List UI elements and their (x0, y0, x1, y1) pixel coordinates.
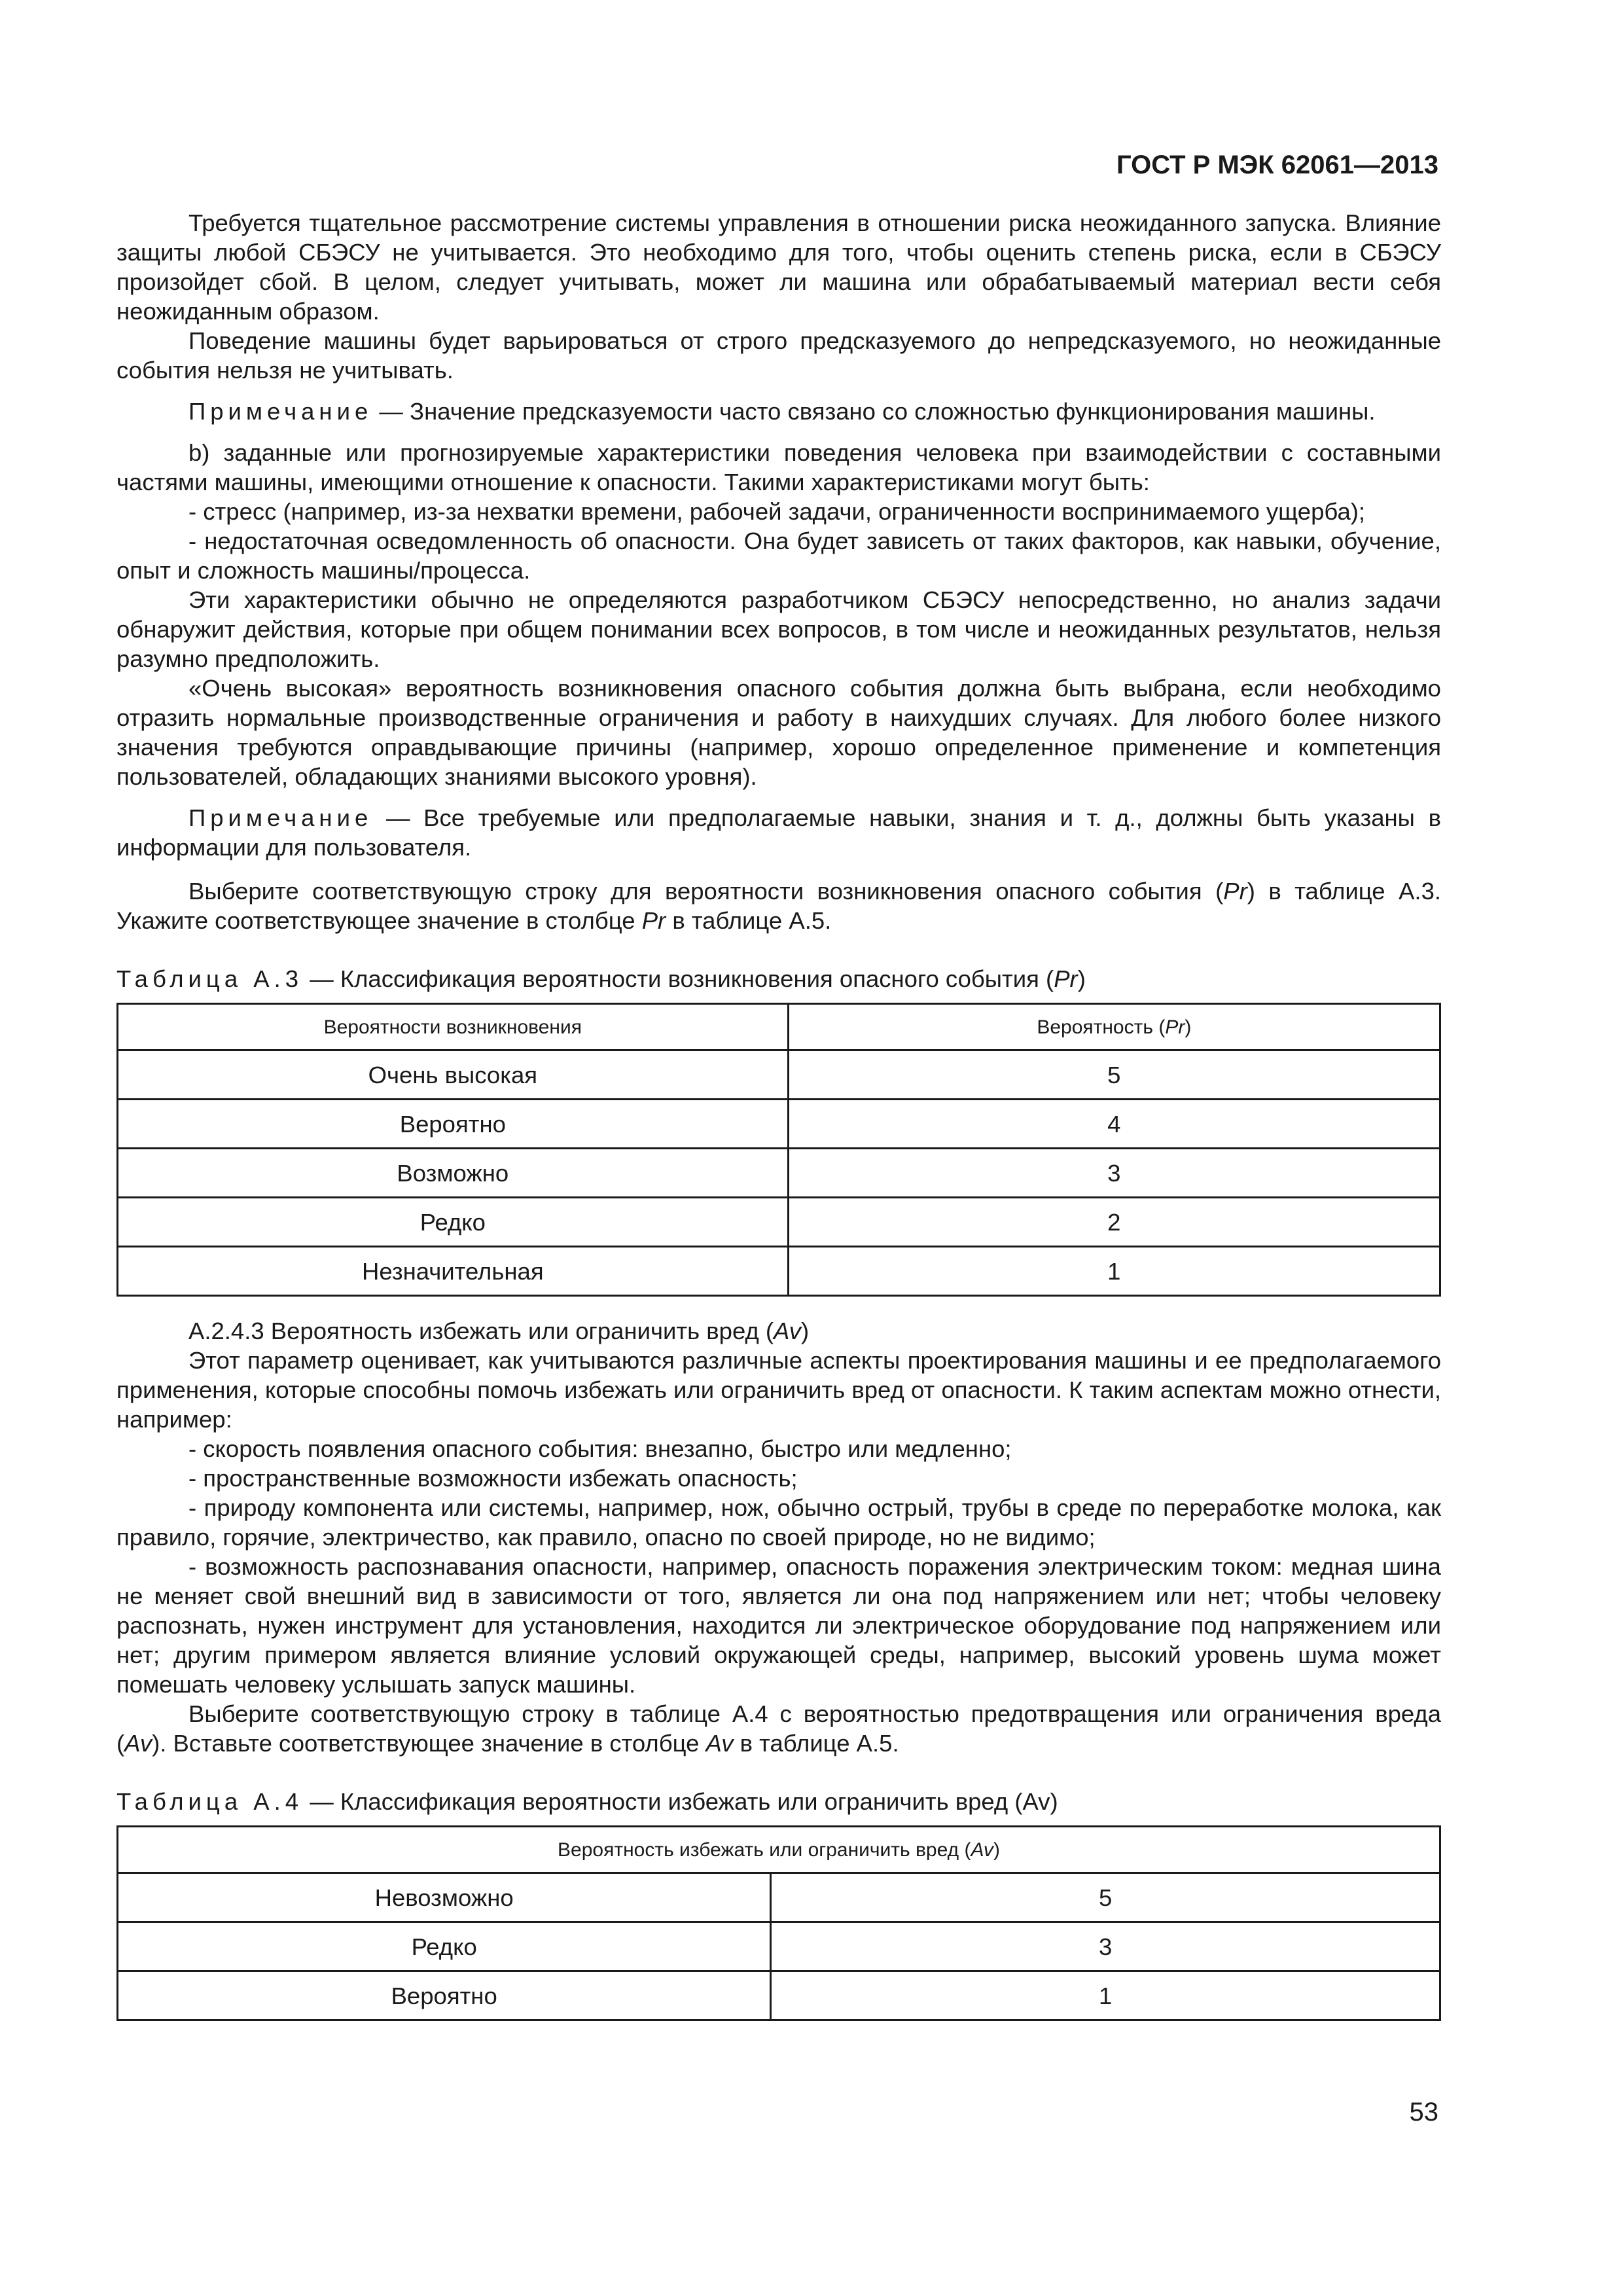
header-text: Вероятность ( (1037, 1016, 1166, 1038)
standard-header: ГОСТ Р МЭК 62061—2013 (1116, 151, 1438, 179)
table-row (118, 1873, 1440, 1922)
table-a4 (116, 1825, 1441, 2021)
table-a3-caption (116, 964, 1441, 994)
table-row (118, 1247, 1440, 1296)
text-run: Выберите соответствующую строку в таблице А.4 с вероятностью предотвращения или ограничения вреда ( (116, 1700, 1441, 1757)
table-row (118, 1149, 1440, 1198)
table-header-row (118, 1004, 1440, 1050)
caption-label: Таблица А.3 (116, 965, 304, 992)
note-skills (116, 803, 1441, 862)
list-item-speed: - скорость появления опасного события: внезапно, быстро или медленно; (188, 1435, 1012, 1462)
page-body (116, 208, 1441, 2021)
table-a4-caption (116, 1787, 1441, 1816)
caption-text: ) (1077, 965, 1086, 992)
row-value: 5 (788, 1050, 1440, 1100)
note-label: Примечание (188, 804, 373, 831)
row-value: 4 (788, 1100, 1440, 1149)
table-row (118, 1922, 1440, 1971)
row-label: Возможно (118, 1149, 789, 1198)
header-text: ) (993, 1839, 1000, 1861)
list-item-spatial: - пространственные возможности избежать опасность; (188, 1465, 798, 1492)
variable-pr: Pr (1223, 878, 1247, 905)
row-label: Редко (118, 1922, 771, 1971)
text-run: в таблице А.5. (666, 907, 832, 934)
row-label: Вероятно (118, 1100, 789, 1149)
row-label: Вероятно (118, 1971, 771, 2020)
variable-pr: Pr (1165, 1016, 1185, 1038)
text-run: Выберите соответствующую строку для вероятности возникновения опасного события ( (188, 878, 1224, 905)
paragraph-select-av (116, 1699, 1441, 1758)
text-run: ) (800, 1318, 810, 1344)
table-a3 (116, 1003, 1441, 1297)
text-run: А.2.4.3 Вероятность избежать или ограничить вред ( (188, 1318, 774, 1344)
column-header-probability (788, 1004, 1440, 1050)
header-text: Вероятность избежать или ограничить вред ( (558, 1839, 971, 1861)
text-run: в таблице А.5. (733, 1730, 899, 1757)
paragraph-parameter: Этот параметр оценивает, как учитываются различные аспекты проектирования машины и ее предполагаемого применения, которые способны помочь избежать или ограничить вред от опасности. К таким аспектам можно отнести, например: (116, 1347, 1441, 1433)
note-predictability (116, 397, 1441, 426)
variable-pr: Pr (641, 907, 666, 934)
row-label: Незначительная (118, 1247, 789, 1296)
paragraph-very-high: «Очень высокая» вероятность возникновения опасного события должна быть выбрана, если необходимо отразить нормальные производственные ограничения и работу в наихудших случаях. Для любого более низкого значения требуются оправдывающие причины (например, хорошо определенное применение и компетенция пользователей, обладающих знаниями высокого уровня). (116, 675, 1441, 790)
section-a243-title (116, 1316, 1441, 1346)
note-label: Примечание (188, 398, 373, 425)
list-item-stress: - стресс (например, из-за нехватки времени, рабочей задачи, ограниченности воспринимаемого ущерба); (188, 498, 1366, 525)
row-label: Очень высокая (118, 1050, 789, 1100)
page-number: 53 (1409, 2098, 1438, 2126)
list-item-recognition: - возможность распознавания опасности, например, опасность поражения электрическим током: медная шина не меняет свой внешний вид в зависимости от того, является ли она под напряжением или нет; чтобы человеку распознать, нужен инструмент для установления, находится ли электрическое оборудование под напряжением или нет; другим примером является влияние условий окружающей среды, например, высокий уровень шума может помешать человеку услышать запуск машины. (116, 1553, 1441, 1698)
note-text: — Все требуемые или предполагаемые навыки, знания и т. д., должны быть указаны в информации для пользователя. (116, 804, 1441, 861)
header-text: ) (1185, 1016, 1192, 1038)
paragraph-select-pr (116, 876, 1441, 935)
list-item-awareness: - недостаточная осведомленность об опасности. Она будет зависеть от таких факторов, как навыки, обучение, опыт и сложность машины/процесса. (116, 528, 1441, 584)
list-item-nature: - природу компонента или системы, например, нож, обычно острый, трубы в среде по переработке молока, как правило, горячие, электричество, как правило, опасно по своей природе, но не видимо; (116, 1494, 1441, 1551)
variable-av: Av (705, 1730, 734, 1757)
variable-pr: Pr (1054, 965, 1078, 992)
caption-label: Таблица А.4 (116, 1788, 304, 1815)
row-value: 5 (771, 1873, 1440, 1922)
column-header-occurrence: Вероятности возникновения (118, 1004, 789, 1050)
text-run: ) в таблице А.3. Укажите соответствующее значение в столбце (116, 878, 1442, 934)
paragraph-characteristics: Эти характеристики обычно не определяются разработчиком СБЭСУ непосредственно, но анализ задачи обнаружит действия, которые при общем понимании всех вопросов, в том числе и неожиданных результатов, нельзя разумно предположить. (116, 586, 1441, 672)
paragraph-unexpected-start: Требуется тщательное рассмотрение системы управления в отношении риска неожиданного запуска. Влияние защиты любой СБЭСУ не учитывается. Это необходимо для того, чтобы оценить степень риска, если в СБЭСУ произойдет сбой. В целом, следует учитывать, может ли машина или обрабатываемый материал вести себя неожиданным образом. (116, 209, 1441, 325)
paragraph-machine-behavior: Поведение машины будет варьироваться от строго предсказуемого до непредсказуемого, но неожиданные события нельзя не учитывать. (116, 327, 1441, 384)
note-text: — Значение предсказуемости часто связано со сложностью функционирования машины. (372, 398, 1376, 425)
variable-av: Av (124, 1730, 152, 1757)
table-header-row (118, 1827, 1440, 1873)
row-value: 1 (771, 1971, 1440, 2020)
paragraph-item-b: b) заданные или прогнозируемые характеристики поведения человека при взаимодействии с составными частями машины, имеющими отношение к опасности. Такими характеристиками могут быть: (116, 439, 1441, 495)
variable-av: Av (971, 1839, 993, 1861)
row-value: 3 (788, 1149, 1440, 1198)
row-value: 1 (788, 1247, 1440, 1296)
caption-text: — Классификация вероятности избежать или ограничить вред (Av) (303, 1788, 1058, 1815)
table-row (118, 1971, 1440, 2020)
table-row (118, 1050, 1440, 1100)
row-value: 2 (788, 1198, 1440, 1247)
table-row (118, 1100, 1440, 1149)
row-value: 3 (771, 1922, 1440, 1971)
row-label: Невозможно (118, 1873, 771, 1922)
caption-text: — Классификация вероятности возникновения опасного события ( (303, 965, 1054, 992)
column-header-avoidance (118, 1827, 1440, 1873)
variable-av: Av (774, 1318, 801, 1344)
table-row (118, 1198, 1440, 1247)
text-run: ). Вставьте соответствующее значение в столбце (152, 1730, 706, 1757)
row-label: Редко (118, 1198, 789, 1247)
